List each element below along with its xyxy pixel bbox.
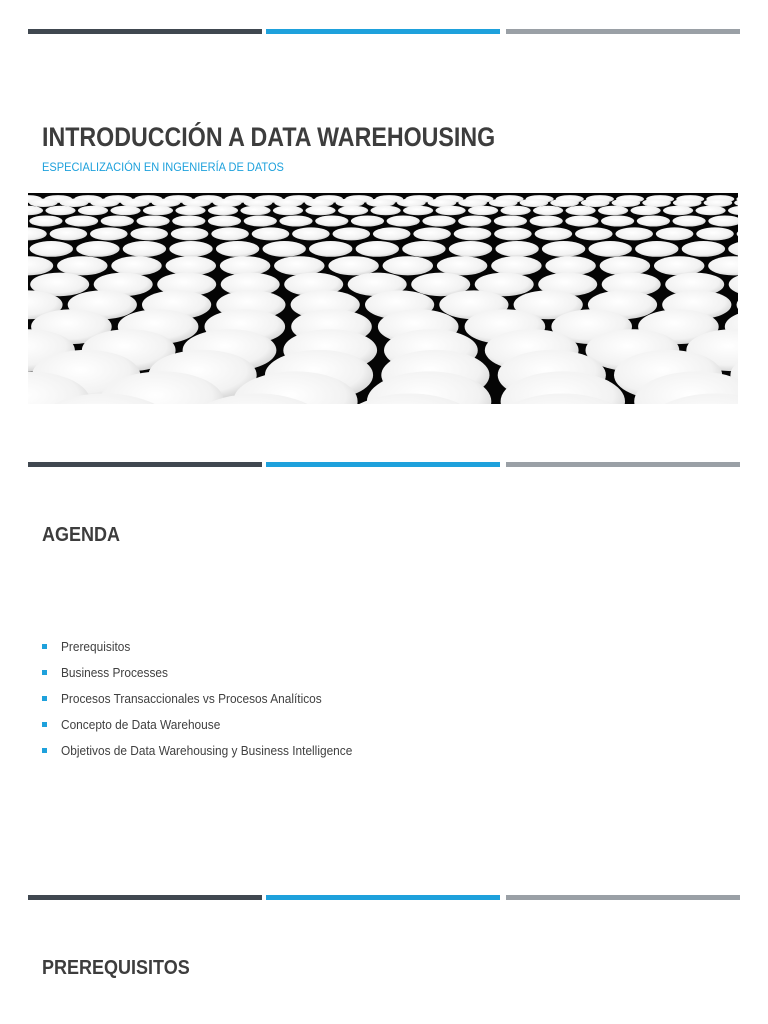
disc-shape <box>130 227 168 240</box>
disc-shape <box>76 241 119 257</box>
disc-shape <box>663 206 693 215</box>
disc-shape <box>656 227 694 240</box>
list-item: Objetivos de Data Warehousing y Business Intelligence <box>42 738 368 764</box>
accent-bar-blue <box>266 462 500 467</box>
disc-shape <box>550 199 579 207</box>
disc-shape <box>172 216 205 227</box>
disc-shape <box>57 256 107 275</box>
disc-shape <box>143 206 173 215</box>
disc-shape <box>30 241 73 257</box>
disc-shape <box>422 216 455 227</box>
disc-shape <box>449 241 492 257</box>
disc-shape <box>696 227 734 240</box>
disc-shape <box>208 206 238 215</box>
disc-shape <box>495 241 538 257</box>
disc-shape <box>542 241 585 257</box>
disc-shape <box>333 227 371 240</box>
prerequisitos-heading: PREREQUISITOS <box>42 957 190 979</box>
disc-shape <box>458 199 487 207</box>
disc-shape <box>252 227 290 240</box>
disc-shape <box>305 199 334 207</box>
disc-shape <box>263 241 306 257</box>
disc-shape <box>673 199 702 207</box>
disc-shape <box>29 216 62 227</box>
agenda-list <box>42 634 368 764</box>
disc-shape <box>137 216 170 227</box>
disc-shape <box>90 227 128 240</box>
disc-shape <box>696 206 726 215</box>
disc-shape <box>612 199 641 207</box>
disc-shape <box>428 199 457 207</box>
disc-shape <box>169 241 212 257</box>
disc-shape <box>216 241 259 257</box>
disc-shape <box>152 199 181 207</box>
disc-shape <box>489 199 518 207</box>
disc-shape <box>637 216 670 227</box>
disc-shape <box>533 206 563 215</box>
disc-shape <box>454 227 492 240</box>
disc-shape <box>356 241 399 257</box>
accent-bar-gray <box>506 462 740 467</box>
accent-bars <box>28 895 740 900</box>
disc-shape <box>175 206 205 215</box>
disc-shape <box>642 199 671 207</box>
disc-shape <box>328 256 378 275</box>
disc-shape <box>600 256 650 275</box>
disc-shape <box>315 216 348 227</box>
disc-shape <box>545 256 595 275</box>
disc-shape <box>397 199 426 207</box>
disc-shape <box>171 227 209 240</box>
disc-shape <box>90 199 119 207</box>
disc-shape <box>336 199 365 207</box>
disc-shape <box>535 227 573 240</box>
disc-shape <box>50 227 88 240</box>
disc-shape <box>244 216 277 227</box>
list-item: Procesos Transaccionales vs Procesos Analíticos <box>42 686 368 712</box>
disc-shape <box>601 216 634 227</box>
list-item: Concepto de Data Warehouse <box>42 712 368 738</box>
disc-shape <box>121 199 150 207</box>
disc-shape <box>45 206 75 215</box>
disc-shape <box>78 206 108 215</box>
disc-shape <box>166 256 216 275</box>
disc-shape <box>530 216 563 227</box>
disc-shape <box>101 216 134 227</box>
disc-shape <box>220 256 270 275</box>
disc-shape <box>413 227 451 240</box>
disc-shape <box>274 199 303 207</box>
accent-bars <box>28 29 740 34</box>
disc-shape <box>309 241 352 257</box>
accent-bar-gray <box>506 895 740 900</box>
disc-shape <box>338 206 368 215</box>
disc-shape <box>458 216 491 227</box>
disc-shape <box>436 206 466 215</box>
bullet-square-icon <box>42 696 47 701</box>
disc-shape <box>654 256 704 275</box>
disc-shape <box>635 241 678 257</box>
disc-shape <box>110 206 140 215</box>
disc-shape <box>211 227 249 240</box>
disc-shape <box>213 199 242 207</box>
disc-shape <box>491 256 541 275</box>
accent-bar-gray <box>506 29 740 34</box>
disc-shape <box>29 199 58 207</box>
disc-shape <box>65 216 98 227</box>
disc-shape <box>373 227 411 240</box>
disc-shape <box>305 206 335 215</box>
hero-image-white-discs <box>28 193 738 404</box>
bullet-square-icon <box>42 722 47 727</box>
disc-shape <box>182 199 211 207</box>
disc-shape <box>494 216 527 227</box>
accent-bars <box>28 462 740 467</box>
disc-shape <box>704 199 733 207</box>
disc-shape <box>351 216 384 227</box>
disc-shape <box>494 227 532 240</box>
slide-title: INTRODUCCIÓN A DATA WAREHOUSING <box>42 122 496 152</box>
disc-shape <box>468 206 498 215</box>
disc-shape <box>208 216 241 227</box>
list-item: Business Processes <box>42 660 368 686</box>
disc-shape <box>615 227 653 240</box>
disc-shape <box>123 241 166 257</box>
accent-bar-blue <box>266 895 500 900</box>
slide-subtitle: ESPECIALIZACIÓN EN INGENIERÍA DE DATOS <box>42 160 284 174</box>
disc-shape <box>371 206 401 215</box>
disc-shape <box>274 256 324 275</box>
disc-shape <box>387 216 420 227</box>
disc-shape <box>279 216 312 227</box>
disc-shape <box>403 206 433 215</box>
accent-bar-dark <box>28 462 262 467</box>
disc-shape <box>383 256 433 275</box>
agenda-heading: AGENDA <box>42 524 121 546</box>
disc-shape <box>240 206 270 215</box>
accent-bar-dark <box>28 29 262 34</box>
accent-bar-dark <box>28 895 262 900</box>
disc-shape <box>566 206 596 215</box>
disc-shape <box>682 241 725 257</box>
disc-shape <box>581 199 610 207</box>
disc-shape <box>673 216 706 227</box>
disc-shape <box>598 206 628 215</box>
disc-shape <box>366 199 395 207</box>
disc-shape <box>273 206 303 215</box>
bullet-square-icon <box>42 748 47 753</box>
disc-shape <box>631 206 661 215</box>
disc-shape <box>437 256 487 275</box>
disc-shape <box>575 227 613 240</box>
disc-shape <box>520 199 549 207</box>
bullet-square-icon <box>42 670 47 675</box>
disc-shape <box>501 206 531 215</box>
accent-bar-blue <box>266 29 500 34</box>
bullet-square-icon <box>42 644 47 649</box>
disc-shape <box>589 241 632 257</box>
disc-shape <box>60 199 89 207</box>
disc-shape <box>402 241 445 257</box>
disc-shape <box>565 216 598 227</box>
disc-shape <box>244 199 273 207</box>
disc-shape <box>111 256 161 275</box>
list-item: Prerequisitos <box>42 634 368 660</box>
disc-shape <box>292 227 330 240</box>
